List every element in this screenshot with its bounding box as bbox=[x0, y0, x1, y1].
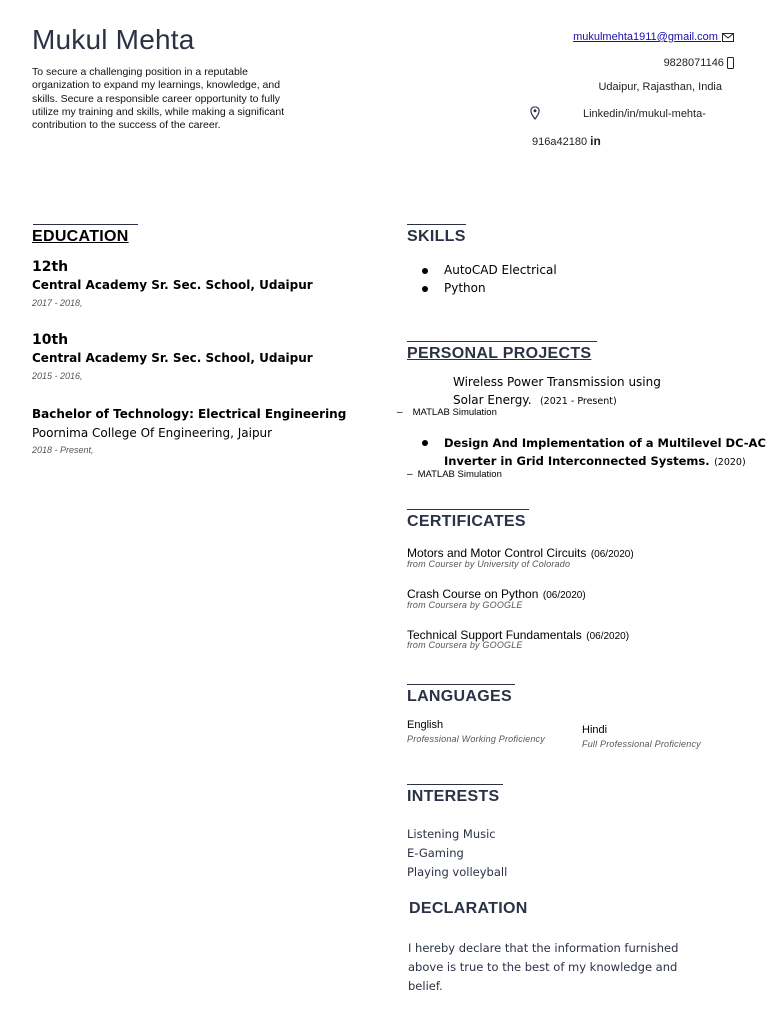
project-1-title-line1: Wireless Power Transmission using bbox=[453, 375, 661, 389]
project-2-note: MATLAB Simulation bbox=[417, 469, 502, 480]
email-link[interactable]: mukulmehta1911@gmail.com bbox=[573, 31, 718, 43]
skill-item: Python bbox=[444, 281, 486, 295]
projects-heading: PERSONAL PROJECTS bbox=[407, 345, 592, 362]
objective-text: To secure a challenging position in a reputable organization to expand my learnings, knowledge, and skills. Secure a responsible career opportunity to fully utilize my training and skills, while making a significant contribution to the success of the career. bbox=[32, 66, 285, 132]
location-text: Udaipur, Rajasthan, India bbox=[598, 81, 722, 93]
certificate-date: (06/2020) bbox=[586, 631, 630, 642]
email-row[interactable] bbox=[573, 31, 734, 43]
skills-heading: SKILLS bbox=[407, 228, 466, 245]
edu-12th-school: Central Academy Sr. Sec. School, Udaipur bbox=[32, 278, 313, 292]
declaration-heading: DECLARATION bbox=[409, 900, 528, 917]
education-heading: EDUCATION bbox=[32, 228, 129, 245]
certificate-title: Crash Course on Python bbox=[407, 587, 539, 601]
languages-heading: LANGUAGES bbox=[407, 688, 512, 705]
location-pin-icon bbox=[530, 106, 540, 120]
edu-10th-dates: 2015 - 2016, bbox=[32, 371, 83, 381]
edu-10th-school: Central Academy Sr. Sec. School, Udaipur bbox=[32, 351, 313, 365]
interest-item: Listening Music bbox=[407, 827, 496, 841]
languages-rule bbox=[407, 684, 515, 685]
project-2-date: (2020) bbox=[714, 457, 746, 468]
phone-number: 9828071146 bbox=[663, 57, 724, 69]
interests-rule bbox=[407, 784, 503, 785]
interest-item: Playing volleyball bbox=[407, 865, 508, 879]
project-1-date: (2021 - Present) bbox=[539, 396, 617, 407]
interests-heading: INTERESTS bbox=[407, 788, 500, 805]
candidate-name: Mukul Mehta bbox=[32, 24, 195, 55]
skills-rule bbox=[407, 224, 466, 225]
certificates-rule bbox=[407, 509, 529, 510]
projects-rule bbox=[407, 341, 597, 342]
project-1-note: MATLAB Simulation bbox=[412, 407, 497, 418]
certificates-heading: CERTIFICATES bbox=[407, 513, 526, 530]
project-2-note-row bbox=[407, 469, 502, 480]
certificate-issuer: from Courser by University of Colorado bbox=[407, 559, 571, 569]
edu-12th-dates: 2017 - 2018, bbox=[32, 298, 83, 308]
edu-btech-school: Poornima College Of Engineering, Jaipur bbox=[32, 426, 273, 440]
project-2-title-line2: Inverter in Grid Interconnected Systems. bbox=[444, 454, 710, 468]
certificate-issuer: from Coursera by GOOGLE bbox=[407, 640, 523, 650]
linkedin-row[interactable] bbox=[532, 134, 601, 148]
declaration-text: I hereby declare that the information furnished above is true to the best of my knowledge and belief. bbox=[408, 941, 679, 993]
certificate-title: Motors and Motor Control Circuits bbox=[407, 546, 587, 560]
edu-10th-title: 10th bbox=[32, 332, 69, 348]
certificate-date: (06/2020) bbox=[542, 590, 586, 601]
skill-item: AutoCAD Electrical bbox=[444, 263, 557, 277]
language-name: Hindi bbox=[582, 724, 608, 736]
edu-12th-title: 12th bbox=[32, 259, 69, 275]
education-rule bbox=[33, 224, 138, 225]
project-1-note-row bbox=[397, 407, 497, 418]
language-level: Full Professional Proficiency bbox=[582, 739, 701, 749]
linkedin-url-line1[interactable]: Linkedin/in/mukul-mehta- bbox=[583, 108, 706, 120]
certificate-title: Technical Support Fundamentals bbox=[407, 628, 582, 642]
dash-marker: – bbox=[397, 407, 403, 418]
project-2-title-line1: Design And Implementation of a Multilevel DC-AC bbox=[444, 436, 766, 450]
skill-bullet bbox=[422, 286, 428, 292]
linkedin-url-line2[interactable]: 916a42180 bbox=[532, 136, 588, 148]
project-1-title-line2: Solar Energy. bbox=[453, 393, 532, 407]
certificate-date: (06/2020) bbox=[590, 549, 634, 560]
linkedin-icon: in bbox=[590, 134, 601, 148]
interest-item: E-Gaming bbox=[407, 846, 464, 860]
project-2-title-line2-row bbox=[444, 452, 746, 470]
edu-btech-dates: 2018 - Present, bbox=[32, 445, 94, 455]
certificate-issuer: from Coursera by GOOGLE bbox=[407, 600, 523, 610]
skill-bullet bbox=[422, 268, 428, 274]
project-bullet bbox=[422, 440, 428, 446]
language-level: Professional Working Proficiency bbox=[407, 734, 545, 744]
phone-row bbox=[664, 57, 734, 69]
edu-btech-title: Bachelor of Technology: Electrical Engineering bbox=[32, 407, 347, 421]
language-name: English bbox=[407, 719, 444, 731]
dash-marker: – bbox=[407, 469, 413, 480]
mobile-phone-icon bbox=[727, 57, 734, 69]
mail-icon bbox=[722, 33, 734, 42]
